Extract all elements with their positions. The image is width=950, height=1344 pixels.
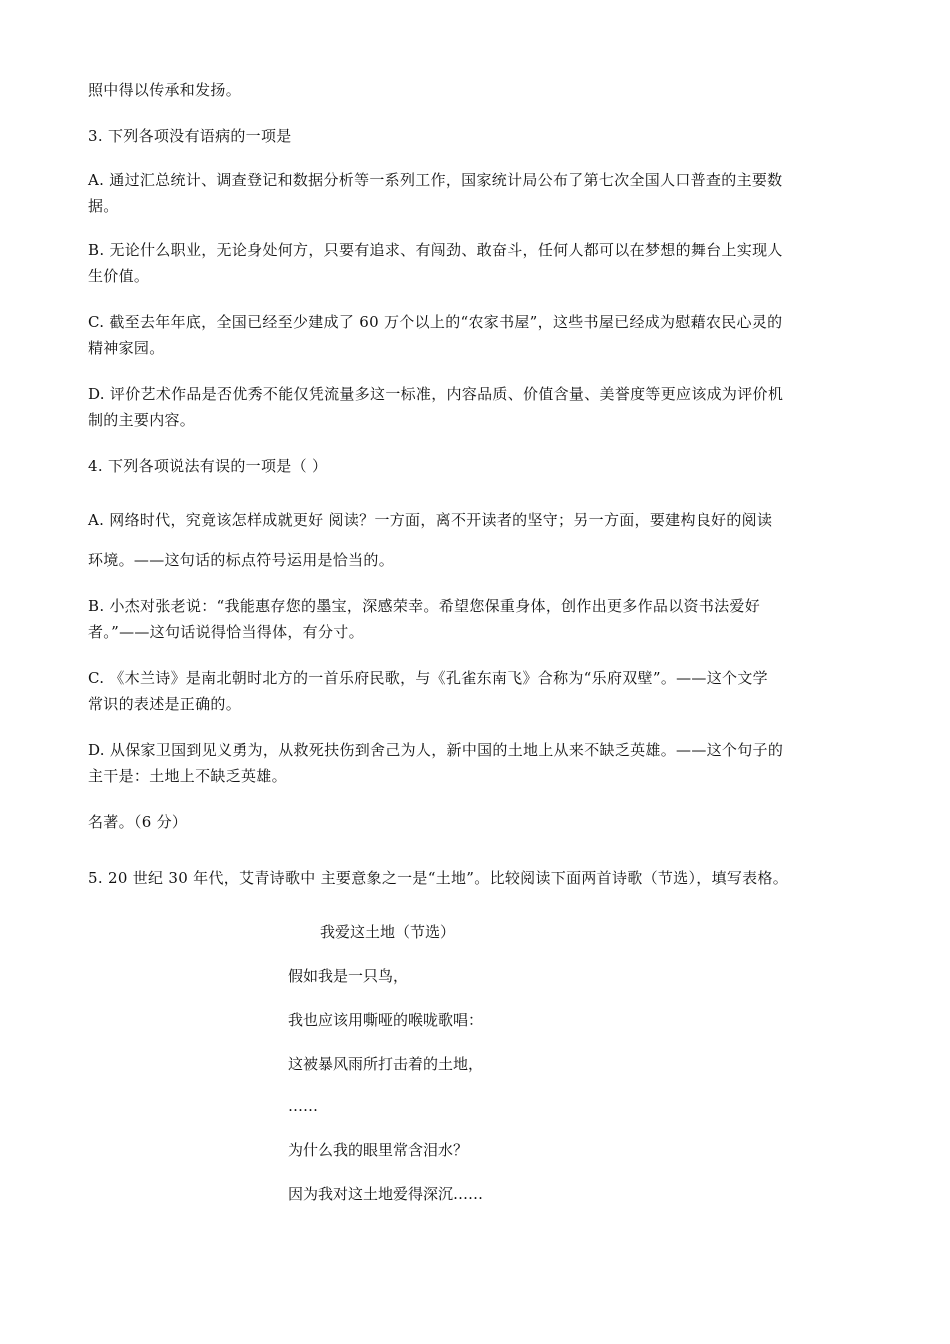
question-4-option-c-line-1: C. 《木兰诗》是南北朝时北方的一首乐府民歌，与《孔雀东南飞》合称为“乐府双壁”。——这个文学	[88, 669, 768, 687]
question-4-option-a-line-1: A. 网络时代，究竟该怎样成就更好 阅读？一方面，离不开读者的坚守；另一方面，要建构良好的阅读	[88, 511, 773, 529]
poem-line: 我也应该用嘶哑的喉咙歌唱：	[288, 1011, 484, 1029]
poem-line: 这被暴风雨所打击着的土地，	[288, 1055, 484, 1073]
intro-line: 照中得以传承和发扬。	[88, 81, 242, 99]
fragment-line: 名著。（6 分）	[88, 813, 188, 831]
question-4-stem: 4. 下列各项说法有误的一项是（ ）	[88, 457, 328, 475]
question-3-option-b-line-1: B. 无论什么职业，无论身处何方，只要有追求、有闯劲、敢奋斗，任何人都可以在梦想的舞台上实现人	[88, 241, 783, 259]
question-3-option-d-line-2: 制的主要内容。	[88, 411, 196, 429]
question-5-stem: 5. 20 世纪 30 年代，艾青诗歌中 主要意象之一是“土地”。比较阅读下面两首诗歌（节选），填写表格。	[88, 869, 789, 887]
question-3-option-c-line-1: C. 截至去年年底，全国已经至少建成了 60 万个以上的“农家书屋”，这些书屋已经成为慰藉农民心灵的	[88, 313, 783, 331]
question-3-stem: 3. 下列各项没有语病的一项是	[88, 127, 292, 145]
poem-title: 我爱这土地（节选）	[320, 923, 456, 941]
question-4-option-d-line-1: D. 从保家卫国到见义勇为，从救死扶伤到舍己为人，新中国的土地上从来不缺乏英雄。——这个句子的	[88, 741, 784, 759]
question-4-option-c-line-2: 常识的表述是正确的。	[88, 695, 242, 713]
question-4-option-d-line-2: 主干是：土地上不缺乏英雄。	[88, 767, 287, 785]
question-3-option-d-line-1: D. 评价艺术作品是否优秀不能仅凭流量多这一标准，内容品质、价值含量、美誉度等更应该成为评价机	[88, 385, 784, 403]
question-4-option-b-line-1: B. 小杰对张老说：“我能惠存您的墨宝，深感荣幸。希望您保重身体，创作出更多作品以资书法爱好	[88, 597, 761, 615]
question-3-option-a-line-1: A. 通过汇总统计、调查登记和数据分析等一系列工作，国家统计局公布了第七次全国人口普查的主要数	[88, 171, 783, 189]
question-4-option-b-line-2: 者。”——这句话说得恰当得体，有分寸。	[88, 623, 364, 641]
question-3-option-c-line-2: 精神家园。	[88, 339, 165, 357]
poem-line: 为什么我的眼里常含泪水？	[288, 1141, 469, 1159]
poem-line: ……	[288, 1097, 318, 1115]
question-3-option-b-line-2: 生价值。	[88, 267, 150, 285]
poem-line: 假如我是一只鸟，	[288, 967, 409, 985]
poem-line: 因为我对这土地爱得深沉……	[288, 1185, 484, 1203]
question-3-option-a-line-2: 据。	[88, 197, 119, 215]
question-4-option-a-line-2: 环境。——这句话的标点符号运用是恰当的。	[88, 551, 395, 569]
